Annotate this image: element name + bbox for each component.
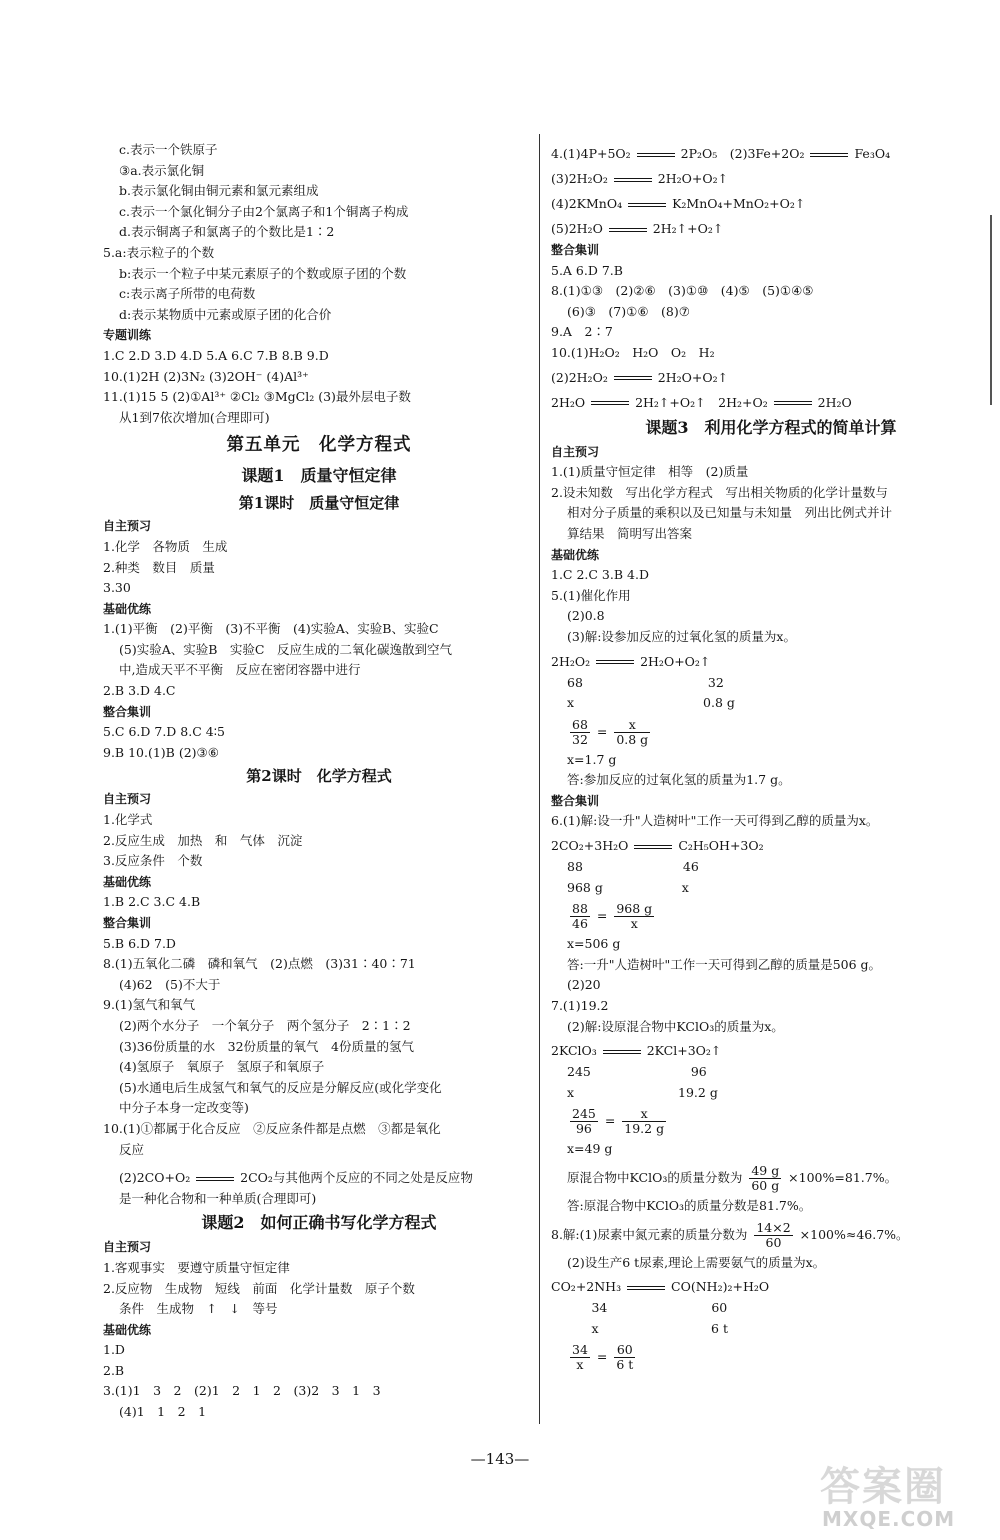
section-heading: 自主预习 (103, 519, 152, 534)
answer-line: 2.设未知数 写出化学方程式 写出相关物质的化学计量数与 (551, 484, 888, 500)
answer-line: 10.(1)①都属于化合反应 ②反应条件都是点燃 ③都是氧化 (103, 1120, 441, 1136)
reaction-condition (614, 364, 652, 389)
answer-line: 1.客观事实 要遵守质量守恒定律 (103, 1259, 290, 1275)
answer-line: (4)62 (5)不大于 (119, 976, 221, 992)
section-heading: 基础优练 (551, 547, 600, 562)
answer-line: (4)2KMnO₄ K₂MnO₄+MnO₂+O₂↑ (551, 190, 991, 215)
answer-line: 2KClO₃ 2KCl+3O₂↑ (551, 1037, 991, 1062)
answer-line: (3)36份质量的水 32份质量的氧气 4份质量的氢气 (119, 1038, 414, 1054)
answer-line: ③a.表示氯化铜 (119, 162, 205, 178)
section-heading: 整合集训 (103, 704, 152, 719)
answer-line: 10.(1)2H (2)3N₂ (3)2OH⁻ (4)Al³⁺ (103, 368, 309, 384)
answer-line: 1.D (103, 1342, 125, 1358)
answer-line: (4)1 1 2 1 (119, 1404, 207, 1420)
answer-line: 4.(1)4P+5O₂ 2P₂O₅ (2)3Fe+2O₂ Fe₃O₄ (551, 140, 991, 165)
answer-line: (3)解:设参加反应的过氧化氢的质量为x。 (567, 628, 796, 644)
answer-line: x 19.2 g (567, 1084, 718, 1100)
reaction-condition (596, 648, 634, 673)
answer-line: 中,造成天平不平衡 反应在密闭容器中进行 (119, 662, 361, 678)
answer-line (103, 1160, 535, 1168)
answer-line: $\frac{68}{32}$ = $\frac{x}{0.8 g}$ (572, 716, 649, 747)
answer-line: 1.C 2.C 3.B 4.D (551, 567, 649, 583)
chapter-heading: 课题2 如何正确书写化学方程式 (201, 1213, 437, 1233)
answer-line: 相对分子质量的乘积以及已知量与未知量 列出比例式并计 (567, 505, 893, 521)
answer-line: 5.a:表示粒子的个数 (103, 244, 215, 260)
chapter-heading: 第1课时 质量守恒定律 (238, 494, 400, 513)
answer-line: b.表示氯化铜由铜元素和氯元素组成 (119, 183, 319, 199)
answer-line: 34 60 (575, 1300, 728, 1316)
answer-line: (6)③ (7)①⑥ (8)⑦ (567, 303, 690, 319)
answer-line: (2)解:设原混合物中KClO₃的质量为x。 (567, 1018, 784, 1034)
answer-line: 5.B 6.D 7.D (103, 935, 176, 951)
answer-line: 2H₂O₂ 2H₂O+O₂↑ (551, 648, 991, 673)
answer-line: 7.(1)19.2 (551, 998, 609, 1014)
answer-line: (5)实验A、实验B 实验C 反应生成的二氧化碳逸散到空气 (119, 641, 452, 657)
section-heading: 基础优练 (103, 874, 152, 889)
answer-line: 3.30 (103, 580, 131, 596)
answer-line: x=506 g (567, 936, 621, 952)
answer-line: c.表示一个氯化铜分子由2个氯离子和1个铜离子构成 (119, 203, 409, 219)
answer-line: 245 96 (567, 1064, 707, 1080)
reaction-condition (634, 832, 672, 857)
answer-line: (2)设生产6 t尿素,理论上需要氨气的质量为x。 (567, 1254, 826, 1270)
section-heading: 整合集训 (551, 793, 600, 808)
answer-line: 88 46 (567, 859, 699, 875)
section-heading: 整合集训 (551, 243, 600, 257)
left-column (103, 140, 535, 1423)
answer-line: 8.(1)①③ (2)②⑥ (3)①⑩ (4)⑤ (5)①④⑤ (551, 283, 814, 299)
answer-line: 968 g x (567, 879, 689, 895)
reaction-condition (637, 140, 675, 165)
answer-line: 1.化学式 (103, 812, 153, 828)
answer-line: (2)20 (567, 977, 601, 993)
answer-line: d:表示某物质中元素或原子团的化合价 (119, 306, 332, 322)
section-heading: 自主预习 (103, 792, 152, 807)
section-heading: 基础优练 (103, 601, 152, 616)
answer-line: x=1.7 g (567, 751, 617, 767)
answer-line: c:表示离子所带的电荷数 (119, 286, 256, 302)
column-divider (539, 134, 540, 1424)
answer-line: 2.反应生成 加热 和 气体 沉淀 (103, 832, 303, 848)
answer-line: 11.(1)15 5 (2)①Al³⁺ ②Cl₂ ③MgCl₂ (3)最外层电子数 (103, 389, 411, 405)
fraction: $\frac{x}{0.8 g}$ (616, 716, 649, 747)
answer-line: 1.B 2.C 3.C 4.B (103, 894, 201, 910)
answer-line: 1.C 2.D 3.D 4.D 5.A 6.C 7.B 8.B 9.D (103, 347, 329, 363)
fraction: $\frac{60}{6 t}$ (616, 1342, 634, 1373)
section-heading: 整合集训 (103, 916, 152, 930)
answer-line: 答:参加反应的过氧化氢的质量为1.7 g。 (567, 772, 791, 788)
chapter-heading: 第2课时 化学方程式 (246, 767, 392, 786)
answer-line: 3.反应条件 个数 (103, 853, 203, 869)
fraction: $\frac{34}{x}$ (572, 1342, 588, 1373)
chapter-heading: 课题1 质量守恒定律 (241, 466, 397, 486)
answer-line: 算结果 简明写出答案 (567, 525, 693, 541)
reaction-condition (628, 190, 666, 215)
answer-line: 2H₂O 2H₂↑+O₂↑ 2H₂+O₂ 2H₂O (551, 389, 991, 414)
section-heading: 基础优练 (103, 1322, 152, 1337)
answer-line: (2)2CO+O₂ 2CO₂与其他两个反应的不同之处是反应物 (103, 1168, 535, 1189)
answer-line: (3)2H₂O₂ 2H₂O+O₂↑ (551, 165, 991, 190)
answer-line: 条件 生成物 ↑ ↓ 等号 (119, 1301, 278, 1317)
answer-line: 中分子本身一定改变等) (119, 1100, 249, 1116)
reaction-condition (774, 389, 812, 414)
answer-line: 2.B 3.D 4.C (103, 683, 176, 699)
answer-line: 答:一升"人造树叶"工作一天可得到乙醇的质量是506 g。 (567, 956, 882, 972)
answer-line: (2)0.8 (567, 608, 605, 624)
answer-line: 9.(1)氢气和氧气 (103, 997, 196, 1013)
reaction-condition (810, 140, 848, 165)
section-heading: 自主预习 (103, 1240, 152, 1255)
watermark-text: 答案圈 (820, 1464, 946, 1510)
answer-line: (5)2H₂O 2H₂↑+O₂↑ (551, 215, 991, 240)
page-edge-mark (990, 215, 998, 405)
answer-line: 8.解:(1)尿素中氮元素的质量分数为 $\frac{14\times 2}{60}$ ×100%≈46.7%。 (551, 1219, 909, 1250)
answer-line: 5.(1)催化作用 (551, 587, 631, 603)
watermark-logo (820, 1455, 990, 1535)
answer-line: 8.(1)五氧化二磷 磷和氧气 (2)点燃 (3)31∶40∶71 (103, 956, 416, 972)
answer-line: 反应 (119, 1141, 145, 1157)
answer-line: 1.(1)平衡 (2)平衡 (3)不平衡 (4)实验A、实验B、实验C (103, 621, 439, 637)
reaction-condition (609, 215, 647, 240)
answer-line: c.表示一个铁原子 (119, 142, 218, 157)
answer-line: 5.C 6.D 7.D 8.C 4∶5 (103, 724, 225, 740)
answer-line: CO₂+2NH₃ CO(NH₂)₂+H₂O (551, 1273, 991, 1298)
answer-line: 3.(1)1 3 2 (2)1 2 1 2 (3)2 3 1 3 (103, 1383, 381, 1399)
answer-line: 9.A 2∶7 (551, 324, 613, 340)
section-heading: 专题训练 (103, 328, 152, 343)
answer-line: 2CO₂+3H₂O C₂H₅OH+3O₂ (551, 832, 991, 857)
answer-line: b:表示一个粒子中某元素原子的个数或原子团的个数 (119, 265, 407, 281)
answer-line: x=49 g (567, 1141, 613, 1157)
answer-line: (2)两个水分子 一个氧分子 两个氢分子 2∶1∶2 (119, 1017, 411, 1033)
answer-line: 1.(1)质量守恒定律 相等 (2)质量 (551, 464, 749, 480)
answer-line: x 0.8 g (567, 695, 735, 711)
watermark-url: MXQE.COM (822, 1507, 956, 1531)
answer-line: 1.化学 各物质 生成 (103, 538, 228, 554)
fraction: $\frac{245}{96}$ (572, 1106, 596, 1137)
answer-line: 从1到7依次增加(合理即可) (119, 409, 270, 425)
answer-line: 2.B (103, 1362, 125, 1378)
answer-line: 2.反应物 生成物 短线 前面 化学计量数 原子个数 (103, 1280, 415, 1296)
section-heading: 自主预习 (551, 444, 600, 459)
answer-line: 2.种类 数目 质量 (103, 559, 215, 575)
reaction-condition (614, 165, 652, 190)
right-column (551, 140, 991, 1375)
reaction-condition (591, 389, 629, 414)
fraction: $\frac{x}{19.2 g}$ (624, 1106, 665, 1137)
answer-line: d.表示铜离子和氯离子的个数比是1∶2 (119, 224, 335, 240)
page-number: —143— (470, 1450, 530, 1468)
answer-line: (5)水通电后生成氢气和氧气的反应是分解反应(或化学变化 (119, 1079, 442, 1095)
fraction: $\frac{14\times 2}{60}$ (756, 1219, 791, 1250)
answer-line: 答:原混合物中KClO₃的质量分数是81.7%。 (567, 1198, 812, 1213)
answer-line: $\frac{245}{96}$ = $\frac{x}{19.2 g}$ (572, 1106, 665, 1137)
answer-line: (4)氢原子 氧原子 氢原子和氧原子 (119, 1059, 325, 1075)
fraction: $\frac{88}{46}$ (572, 901, 588, 932)
reaction-condition (627, 1273, 665, 1298)
answer-line: 5.A 6.D 7.B (551, 262, 623, 278)
answer-line: x 6 t (575, 1320, 728, 1336)
answer-line: 9.B 10.(1)B (2)③⑥ (103, 744, 219, 760)
answer-line: 68 32 (567, 674, 724, 690)
answer-line: 6.(1)解:设一升"人造树叶"工作一天可得到乙醇的质量为x。 (551, 813, 879, 829)
answer-line: 原混合物中KClO₃的质量分数为 $\frac{49 g}{60 g}$ ×100%=81.7%。 (567, 1163, 898, 1193)
answer-line: 是一种化合物和一种单质(合理即可) (119, 1190, 317, 1206)
fraction: $\frac{968 g}{x}$ (616, 901, 653, 932)
answer-line: $\frac{88}{46}$ = $\frac{968 g}{x}$ (572, 901, 653, 932)
answer-line: $\frac{34}{x}$ = $\frac{60}{6 t}$ (572, 1342, 634, 1373)
chapter-heading: 课题3 利用化学方程式的简单计算 (645, 417, 897, 437)
fraction: $\frac{68}{32}$ (572, 716, 588, 747)
fraction: $\frac{49 g}{60 g}$ (751, 1163, 780, 1193)
answer-line: 10.(1)H₂O₂ H₂O O₂ H₂ (551, 344, 715, 360)
answer-line: (2)2H₂O₂ 2H₂O+O₂↑ (551, 364, 991, 389)
reaction-condition (603, 1037, 641, 1062)
reaction-condition (196, 1168, 234, 1189)
chapter-heading: 第五单元 化学方程式 (226, 435, 412, 456)
